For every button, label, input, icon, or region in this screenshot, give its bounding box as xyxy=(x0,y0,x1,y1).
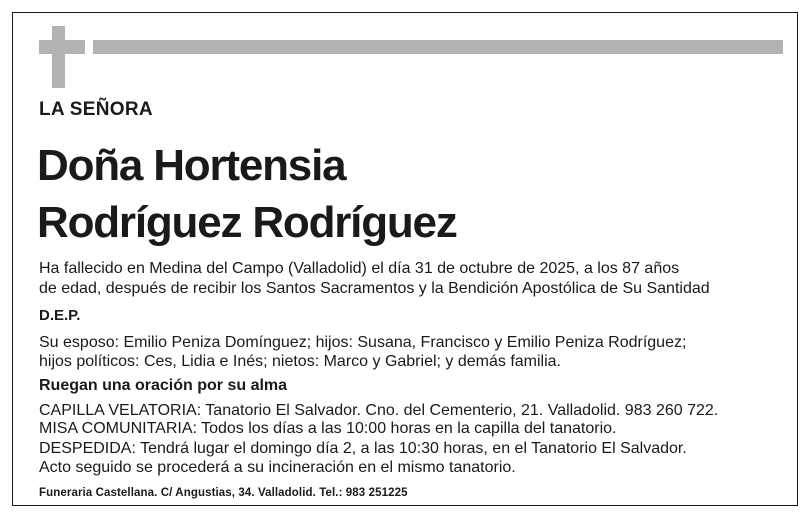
death-notice-line2: de edad, después de recibir los Santos Sacramentos y la Bendición Apostólica de Su Santidad xyxy=(39,280,710,297)
chapel-info: CAPILLA VELATORIA: Tanatorio El Salvador. Cno. del Cementerio, 21. Valladolid. 983 260 722. xyxy=(39,402,719,419)
farewell-info: DESPEDIDA: Tendrá lugar el domingo día 2, a las 10:30 horas, en el Tanatorio El Salvador. xyxy=(39,440,687,457)
deceased-name-line2: Rodríguez Rodríguez xyxy=(37,198,457,247)
mass-info: MISA COMUNITARIA: Todos los días a las 10:00 horas en la capilla del tanatorio. xyxy=(39,420,617,437)
honorific: LA SEÑORA xyxy=(39,99,153,120)
funeral-home-footer: Funeraria Castellana. C/ Angustias, 34. Valladolid. Tel.: 983 251225 xyxy=(39,487,408,499)
rip-label: D.E.P. xyxy=(39,307,81,324)
prayer-request: Ruegan una oración por su alma xyxy=(39,377,288,394)
deceased-name-line1: Doña Hortensia xyxy=(37,141,346,190)
family-line2: hijos políticos: Ces, Lidia e Inés; nietos: Marco y Gabriel; y demás familia. xyxy=(39,353,561,370)
death-notice-line1: Ha fallecido en Medina del Campo (Valladolid) el día 31 de octubre de 2025, a los 87 años xyxy=(39,260,680,277)
family-line1: Su esposo: Emilio Peniza Domínguez; hijos: Susana, Francisco y Emilio Peniza Rodríguez; xyxy=(39,334,687,351)
cross-vertical-bar xyxy=(52,26,65,88)
header-rule xyxy=(93,40,783,54)
cremation-info: Acto seguido se procederá a su incineración en el mismo tanatorio. xyxy=(39,459,516,476)
cross-horizontal-bar xyxy=(39,40,85,54)
